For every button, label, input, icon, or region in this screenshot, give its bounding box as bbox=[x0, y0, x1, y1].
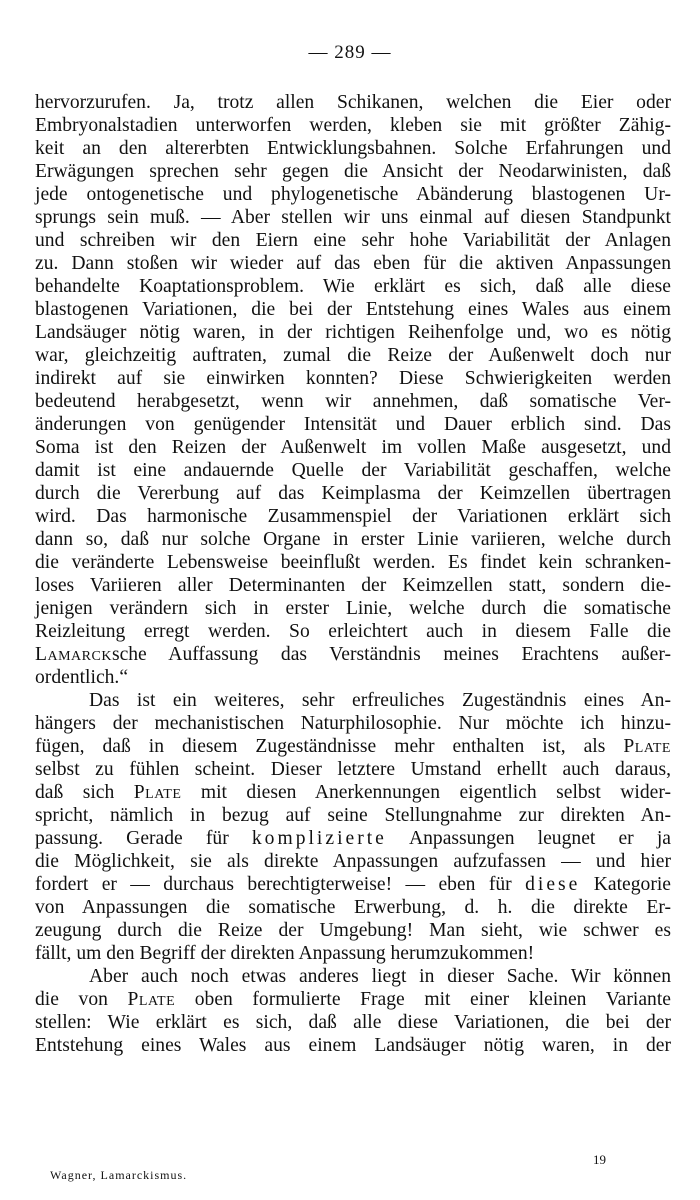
text-line: Entstehung eines Wales aus einem Landsäuger nötig waren, in der bbox=[35, 1035, 671, 1056]
text-line: keit an den altererbten Entwicklungsbahnen. Solche Erfahrungen und bbox=[35, 138, 671, 159]
text-line bbox=[35, 781, 671, 804]
text-line: bedeutend herabgesetzt, wenn wir annehmen, daß somatische Ver- bbox=[35, 391, 671, 412]
text-line: hervorzurufen. Ja, trotz allen Schikanen, welchen die Eier oder bbox=[35, 92, 671, 113]
text-line: wird. Das harmonische Zusammenspiel der Variationen erklärt sich bbox=[35, 506, 671, 527]
text-line: zeugung durch die Reize der Umgebung! Man sieht, wie schwer es bbox=[35, 920, 671, 941]
text-line: jede ontogenetische und phylogenetische Abänderung blastogenen Ur- bbox=[35, 184, 671, 205]
text-line: damit ist eine andauernde Quelle der Variabilität geschaffen, welche bbox=[35, 460, 671, 481]
line-text: Anpassungen leugnet er ja bbox=[408, 828, 671, 849]
text-line: jenigen verändern sich in erster Linie, welche durch die somatische bbox=[35, 598, 671, 619]
emphasized-word: komplizierte bbox=[251, 828, 387, 849]
line-text: fügen, daß in diesem Zugeständnisse mehr enthalten ist, als bbox=[35, 736, 606, 757]
text-line: Aber auch noch etwas anderes liegt in dieser Sache. Wir können bbox=[89, 966, 671, 987]
text-line: spricht, nämlich in bezug auf seine Stellungnahme zur direkten An- bbox=[35, 805, 671, 826]
text-line: dann so, daß nur solche Organe in erster Linie variieren, welche durch bbox=[35, 529, 671, 550]
text-line: fällt, um den Begriff der direkten Anpassung herumzukommen! bbox=[35, 943, 535, 964]
text-line: selbst zu fühlen scheint. Dieser letztere Umstand erhellt auch daraus, bbox=[35, 759, 671, 780]
line-text: die von bbox=[35, 989, 108, 1010]
line-text: sche Auffassung das Verständnis meines Erachtens außer- bbox=[111, 644, 671, 665]
page-number: — 289 — bbox=[308, 42, 392, 63]
text-line bbox=[35, 873, 671, 896]
text-line: blastogenen Variationen, die bei der Entstehung eines Wales aus einem bbox=[35, 299, 671, 320]
text-line: von Anpassungen die somatische Erwerbung, d. h. die direkte Er- bbox=[35, 897, 671, 918]
author-name: Plate bbox=[127, 989, 176, 1010]
line-text: passung. Gerade für bbox=[35, 828, 229, 849]
author-name: Lamarck bbox=[35, 644, 112, 665]
text-line: indirekt auf sie einwirken konnten? Diese Schwierigkeiten werden bbox=[35, 368, 671, 389]
footer-running-title: Wagner, Lamarckismus. bbox=[50, 1168, 188, 1182]
text-line: durch die Vererbung auf das Keimplasma der Keimzellen übertragen bbox=[35, 483, 671, 504]
text-line: war, gleichzeitig auftraten, zumal die Reize der Außenwelt doch nur bbox=[35, 345, 671, 366]
line-text: Kategorie bbox=[593, 874, 671, 895]
text-line: sprungs sein muß. — Aber stellen wir uns einmal auf diesen Standpunkt bbox=[35, 207, 671, 228]
text-line bbox=[35, 643, 671, 666]
text-line: Erwägungen sprechen sehr gegen die Ansicht der Neodarwinisten, daß bbox=[35, 161, 671, 182]
text-line bbox=[35, 735, 671, 758]
text-line: änderungen von genügender Intensität und Dauer erblich sind. Das bbox=[35, 414, 671, 435]
text-line: Reizleitung erregt werden. So erleichtert auch in diesem Falle die bbox=[35, 621, 671, 642]
emphasized-word: diese bbox=[525, 874, 581, 895]
text-line: zu. Dann stoßen wir wieder auf das eben für die aktiven Anpassungen bbox=[35, 253, 671, 274]
line-text: fordert er — durchaus berechtigterweise! — eben für bbox=[35, 874, 512, 895]
text-line: und schreiben wir den Eiern eine sehr hohe Variabilität der Anlagen bbox=[35, 230, 671, 251]
signature-mark: 19 bbox=[593, 1152, 606, 1167]
text-line: hängers der mechanistischen Naturphilosophie. Nur möchte ich hinzu- bbox=[35, 713, 671, 734]
text-line: stellen: Wie erklärt es sich, daß alle diese Variationen, die bei der bbox=[35, 1012, 671, 1033]
author-name: Plate bbox=[623, 736, 671, 757]
paragraph-1 bbox=[35, 91, 671, 643]
text-line: die Möglichkeit, sie als direkte Anpassungen aufzufassen — und hier bbox=[35, 851, 671, 872]
line-text: daß sich bbox=[35, 782, 115, 803]
text-line: ordentlich.“ bbox=[35, 667, 129, 688]
text-line bbox=[35, 988, 671, 1011]
line-text: mit diesen Anerkennungen eigentlich selbst wider- bbox=[200, 782, 671, 803]
text-line: Embryonalstadien unterworfen werden, kleben sie mit größter Zähig- bbox=[35, 115, 671, 136]
text-line bbox=[35, 827, 671, 850]
author-name: Plate bbox=[133, 782, 182, 803]
text-line: die veränderte Lebensweise beeinflußt werden. Es findet kein schranken- bbox=[35, 552, 671, 573]
text-line: Soma ist den Reizen der Außenwelt im vollen Maße ausgesetzt, und bbox=[35, 437, 671, 458]
body-text bbox=[35, 91, 671, 1057]
text-line: Landsäuger nötig waren, in der richtigen Reihenfolge und, wo es nötig bbox=[35, 322, 671, 343]
line-text: oben formulierte Frage mit einer kleinen Variante bbox=[194, 989, 671, 1010]
text-line: behandelte Koaptationsproblem. Wie erklärt es sich, daß alle diese bbox=[35, 276, 671, 297]
text-line: Das ist ein weiteres, sehr erfreuliches Zugeständnis eines An- bbox=[89, 690, 671, 711]
text-line: loses Variieren aller Determinanten der Keimzellen statt, sondern die- bbox=[35, 575, 671, 596]
